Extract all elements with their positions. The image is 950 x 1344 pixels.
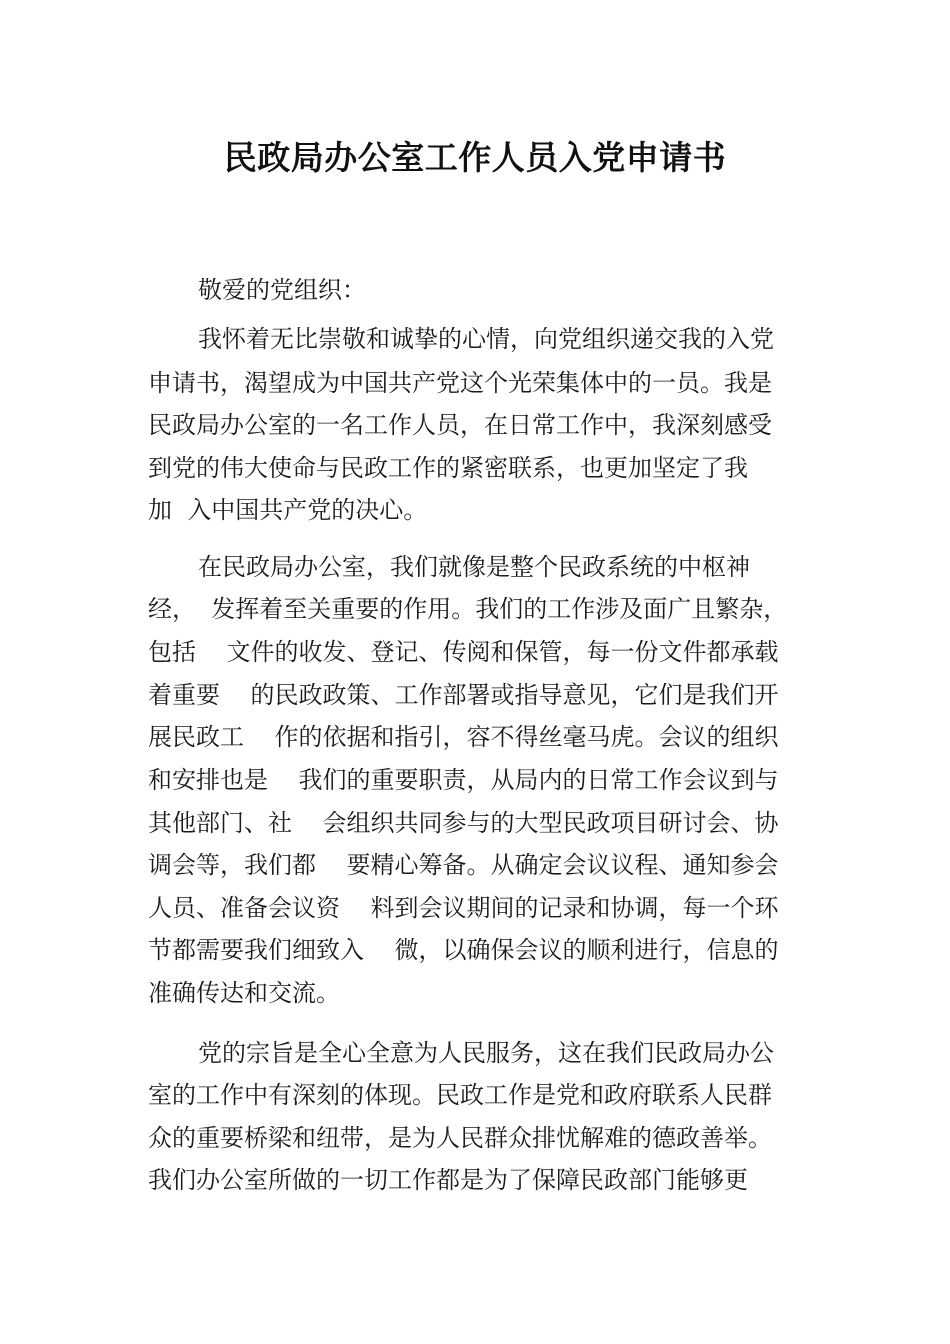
paragraph-line: 包括 文件的收发、登记、传阅和保管，每一份文件都承载	[148, 638, 779, 666]
paragraph-line: 和安排也是 我们的重要职责，从局内的日常工作会议到与	[148, 766, 779, 794]
paragraph-line: 加 入中国共产党的决心。	[148, 496, 428, 524]
paragraph-line: 经， 发挥着至关重要的作用。我们的工作涉及面广且繁杂，	[148, 595, 788, 623]
paragraph-line: 在民政局办公室，我们就像是整个民政系统的中枢神	[198, 553, 750, 581]
paragraph-line: 展民政工 作的依据和指引，容不得丝毫马虎。会议的组织	[148, 723, 779, 751]
paragraph-line: 节都需要我们细致入 微，以确保会议的顺利进行，信息的	[148, 936, 779, 964]
paragraph-line: 其他部门、社 会组织共同参与的大型民政项目研讨会、协	[148, 809, 779, 837]
paragraph-line: 着重要 的民政政策、工作部署或指导意见，它们是我们开	[148, 681, 779, 709]
paragraph-line: 调会等，我们都 要精心筹备。从确定会议议程、通知参会	[148, 851, 779, 879]
document-title: 民政局办公室工作人员入党申请书	[223, 138, 727, 177]
paragraph-line: 室的工作中有深刻的体现。民政工作是党和政府联系人民群	[148, 1081, 772, 1109]
paragraph-line: 申请书，渴望成为中国共产党这个光荣集体中的一员。我是	[148, 369, 772, 397]
paragraph-line: 我们办公室所做的一切工作都是为了保障民政部门能够更	[148, 1166, 748, 1194]
paragraph-line: 民政局办公室的一名工作人员，在日常工作中，我深刻感受	[148, 411, 772, 439]
paragraph-line: 众的重要桥梁和纽带，是为人民群众排忧解难的德政善举。	[148, 1124, 772, 1152]
paragraph-line: 到党的伟大使命与民政工作的紧密联系，也更加坚定了我	[148, 454, 748, 482]
paragraph-line: 我怀着无比崇敬和诚挚的心情，向党组织递交我的入党	[198, 325, 774, 353]
salutation: 敬爱的党组织：	[198, 276, 366, 304]
paragraph-line: 准确传达和交流。	[148, 979, 340, 1007]
paragraph-line: 人员、准备会议资 料到会议期间的记录和协调，每一个环	[148, 894, 779, 922]
paragraph-line: 党的宗旨是全心全意为人民服务，这在我们民政局办公	[198, 1039, 774, 1067]
